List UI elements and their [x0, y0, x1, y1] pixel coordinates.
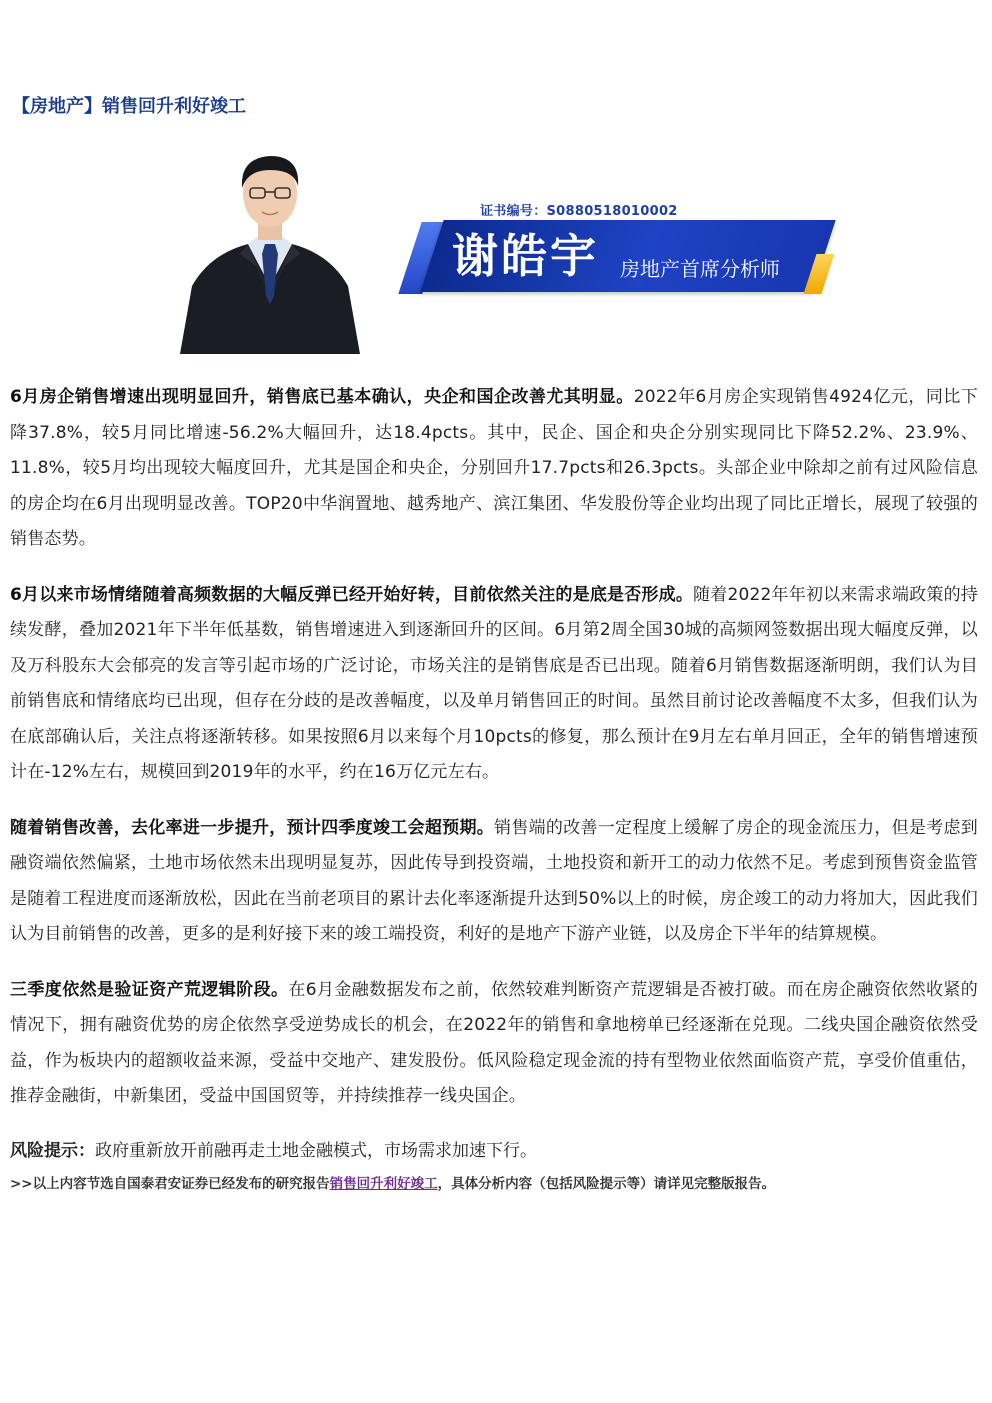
analyst-photo: [170, 136, 370, 354]
analyst-position: 房地产首席分析师: [620, 257, 780, 281]
footer-note: [10, 1171, 978, 1197]
risk-text: 政府重新放开前融再走土地金融模式，市场需求加速下行。: [95, 1140, 537, 1161]
paragraph-sales: [10, 380, 978, 558]
analyst-name: 谢皓宇: [452, 229, 599, 283]
paragraph-completion: [10, 811, 978, 953]
paragraph-lead: 6月以来市场情绪随着高频数据的大幅反弹已经开始好转，目前依然关注的是底是否形成。: [10, 584, 694, 605]
paragraph-text: 在6月金融数据发布之前，依然较难判断资产荒逻辑是否被打破。而在房企融资依然收紧的情况下，拥有融资优势的房企依然享受逆势成长的机会，在2022年的销售和拿地榜单已经逐渐在兑现。二线央国企融资依然受益，作为板块内的超额收益来源，受益中交地产、建发股份。低风险稳定现金流的持有型物业依然面临资产荒，享受价值重估，推荐金融街，中新集团，受益中国国贸等，并持续推荐一线央国企。: [10, 979, 978, 1106]
paragraph-text: 2022年6月房企实现销售4924亿元，同比下降37.8%，较5月同比增速-56.2%大幅回升，达18.4pcts。其中，民企、国企和央企分别实现同比下降52.2%、23.9%、11.8%，较5月均出现较大幅度回升，尤其是国企和央企，分别回升17.7pcts和26.3pcts。头部企业中除却之前有过风险信息的房企均在6月出现明显改善。TOP20中华润置地、越秀地产、滨江集团、华发股份等企业均出现了同比正增长，展现了较强的销售态势。: [10, 387, 978, 549]
report-link[interactable]: 销售回升利好竣工: [329, 1175, 438, 1192]
footer-note-prefix: >>以上内容节选自国泰君安证券已经发布的研究报告: [10, 1175, 330, 1192]
paragraph-sentiment: [10, 578, 978, 791]
risk-warning: [10, 1135, 978, 1167]
analyst-banner: [170, 136, 850, 358]
paragraph-lead: 6月房企销售增速出现明显回升，销售底已基本确认，央企和国企改善尤其明显。: [10, 387, 634, 407]
certificate-number: 证书编号：S0880518010002: [480, 204, 678, 219]
risk-label: 风险提示：: [10, 1140, 95, 1161]
paragraph-text: 销售端的改善一定程度上缓解了房企的现金流压力，但是考虑到融资端依然偏紧，土地市场依然未出现明显复苏，因此传导到投资端，土地投资和新开工的动力依然不足。考虑到预售资金监管是随着工程进度而逐渐放松，因此在当前老项目的累计去化率逐渐提升达到50%以上的时候，房企竣工的动力将加大，因此我们认为目前销售的改善，更多的是利好接下来的竣工端投资，利好的是地产下游产业链，以及房企下半年的结算规模。: [10, 817, 978, 944]
paragraph-asset-shortage: [10, 973, 978, 1115]
footer-note-suffix: ，具体分析内容（包括风险提示等）请详见完整版报告。: [437, 1175, 776, 1192]
paragraph-text: 随着2022年年初以来需求端政策的持续发酵，叠加2021年下半年低基数，销售增速进入到逐渐回升的区间。6月第2周全国30城的高频网签数据出现大幅度反弹，以及万科股东大会郁亮的发言等引起市场的广泛讨论，市场关注的是销售底是否已出现。随着6月销售数据逐渐明朗，我们认为目前销售底和情绪底均已出现，但存在分歧的是改善幅度，以及单月销售回正的时间。虽然目前讨论改善幅度不太多，但我们认为在底部确认后，关注点将逐渐转移。如果按照6月以来每个月10pcts的修复，那么预计在9月左右单月回正，全年的销售增速预计在-12%左右，规模回到2019年的水平，约在16万亿元左右。: [10, 584, 978, 782]
article-title: 【房地产】销售回升利好竣工: [12, 96, 246, 117]
article-body: [10, 380, 978, 1197]
paragraph-lead: 随着销售改善，去化率进一步提升，预计四季度竣工会超预期。: [10, 817, 495, 838]
paragraph-lead: 三季度依然是验证资产荒逻辑阶段。: [10, 979, 289, 1000]
